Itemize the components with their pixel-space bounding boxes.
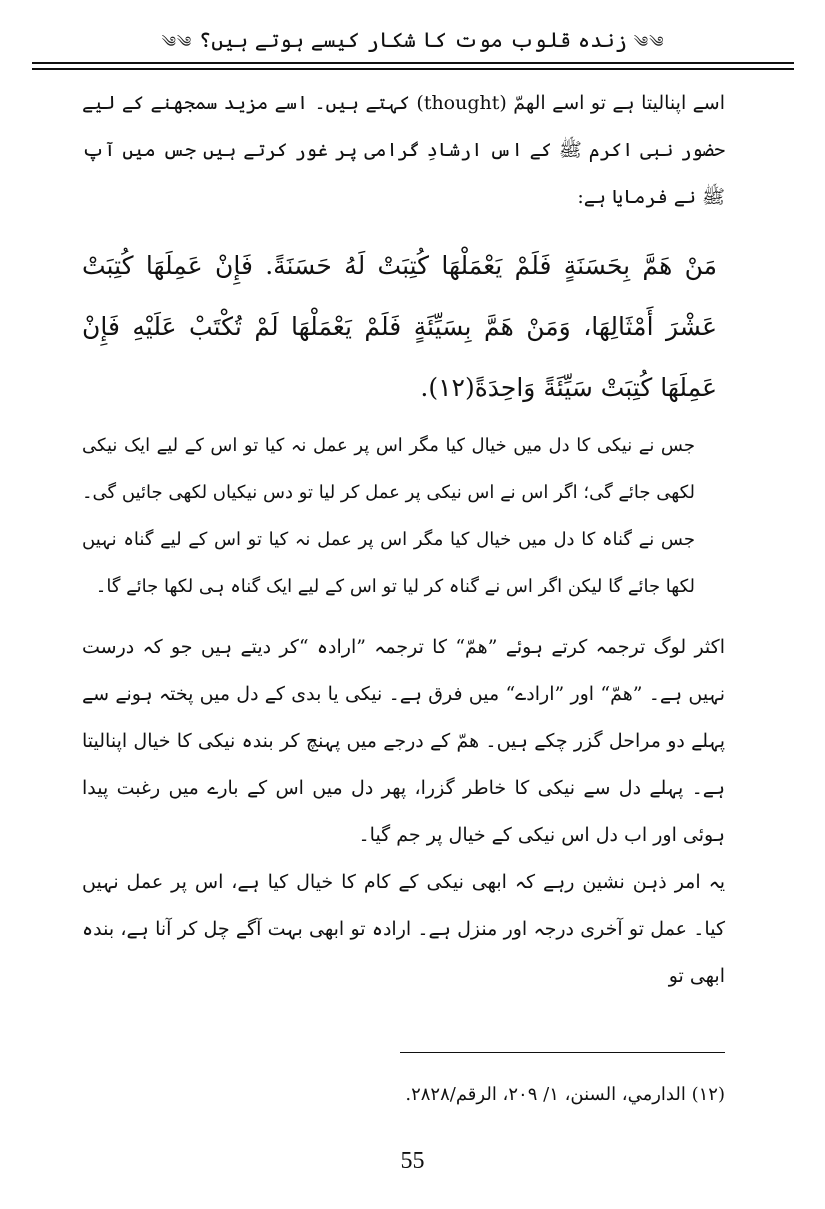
footnote-separator xyxy=(400,1052,725,1053)
paragraph-intro: اسے اپنالیتا ہے تو اسے الھمّ (thought) کہتے ہیں۔ اسے مزید سمجھنے کے لیے حضور نبی اکرم ﷺ کے اس ارشادِ گرامی پر غور کرتے ہیں جس میں آپ ﷺ نے فرمایا ہے: xyxy=(82,92,725,208)
header-ornament-right: ༄༄ xyxy=(633,33,665,51)
header-rule-top xyxy=(32,62,794,64)
paragraph-explanation: اکثر لوگ ترجمہ کرتے ہوئے ”ھمّ“ کا ترجمہ ”ارادہ “کر دیتے ہیں جو کہ درست نہیں ہے۔ ”ھمّ“ اور ”ارادے“ میں فرق ہے۔ نیکی یا بدی کے دل میں پختہ ہونے سے پہلے دو مراحل گزر چکے ہیں۔ ھمّ کے درجے میں پہنچ کر بندہ نیکی کا خیال اپنالیتا ہے۔ پہلے دل سے نیکی کا خاطر گزرا، پھر دل میں اس کے بارے میں رغبت پیدا ہوئی اور اب دل اس نیکی کے خیال پر جم گیا۔ xyxy=(82,636,725,846)
footnote: (١٢) الدارمي، السنن، ١/ ٢٠٩، الرقم/٢٨٢٨. xyxy=(405,1084,725,1105)
header-title: زندہ قلوب موت کا شکار کیسے ہوتے ہیں؟ xyxy=(198,28,628,52)
main-text xyxy=(82,80,725,1000)
hadith-translation: جس نے نیکی کا دل میں خیال کیا مگر اس پر عمل نہ کیا تو اس کے لیے ایک نیکی لکھی جائے گی؛ اگر اس نے اس نیکی پر عمل کر لیا تو دس نیکیاں لکھی جائیں گی۔ جس نے گناہ کا دل میں خیال کیا مگر اس پر عمل نہ کیا تو اس کے لیے گناہ نہیں لکھا جائے گا لیکن اگر اس نے گناہ کر لیا تو اس کے لیے ایک گناہ ہی لکھا جائے گا۔ xyxy=(82,435,695,597)
paragraph-continuation: یہ امر ذہن نشین رہے کہ ابھی نیکی کے کام کا خیال کیا ہے، اس پر عمل نہیں کیا۔ عمل تو آخری درجہ اور منزل ہے۔ ارادہ تو ابھی بہت آگے چل کر آنا ہے، بندہ ابھی تو xyxy=(82,871,725,987)
header-ornament-left: ༄༄ xyxy=(161,33,193,51)
running-header xyxy=(32,22,794,58)
header-rule-bottom xyxy=(32,68,794,70)
hadith-arabic: مَنْ هَمَّ بِحَسَنَةٍ فَلَمْ يَعْمَلْهَا كُتِبَتْ لَهُ حَسَنَةً. فَإِنْ عَمِلَهَا كُتِبَتْ عَشْرَ أَمْثَالِهَا، وَمَنْ هَمَّ بِسَيِّئَةٍ فَلَمْ يَعْمَلْهَا لَمْ تُكْتَبْ عَلَيْهِ فَإِنْ عَمِلَهَا كُتِبَتْ سَيِّئَةً وَاحِدَةً(١٢). xyxy=(82,251,717,402)
page-number: 55 xyxy=(400,1148,425,1174)
